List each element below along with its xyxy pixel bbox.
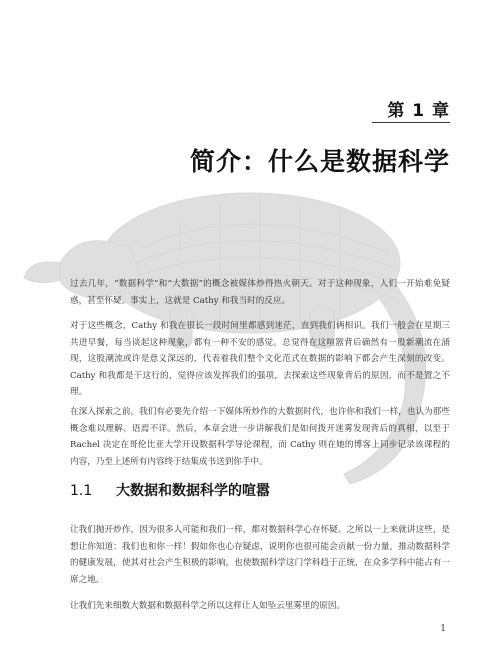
page-number: 1 (440, 624, 446, 634)
chapter-number: 第 1 章 (387, 101, 450, 121)
section-heading (70, 480, 270, 500)
paragraph-2: 对于这些概念，Cathy 和我在很长一段时间里都感到迷茫，直到我们俩相识。我们一般会在星期三共进早餐，每当谈起这种现象，都有一种不安的感觉。总觉得在这喧嚣背后确然有一股新潮流在涌现，这股潮流或许是意义深远的，代表着我们整个文化范式在数据的影响下都会产生深刻的改变。Cathy 和我都是干这行的，觉得应该发挥我们的强项，去探索这些现象背后的原因，而不是置之不理。 (70, 321, 450, 397)
chapter-title: 简介：什么是数据科学 (189, 147, 450, 176)
paragraph-4: 让我们抛开炒作，因为很多人可能和我们一样，都对数据科学心存怀疑。之所以一上来就讲这些，是想让你知道：我们也和你一样！假如你也心存疑虑，说明你也很可能会贡献一份力量，推动数据科学的健康发展，使其对社会产生积极的影响，也使数据科学这门学科趋于正统，在众多学科中能占有一席之地。 (70, 525, 450, 585)
chapter-divider (372, 122, 450, 123)
paragraph-1: 过去几年，“数据科学”和“大数据”的概念被媒体炒得热火朝天。对于这种现象，人们一开始难免疑惑，甚至怀疑。事实上，这就是 Cathy 和我当时的反应。 (70, 279, 450, 306)
paragraph-5: 让我们先来细数大数据和数据科学之所以这样让人如坠云里雾里的原因。 (70, 601, 346, 611)
paragraph-3: 在深入探索之前，我们有必要先介绍一下媒体所炒作的大数据时代，也许你和我们一样，也认为那些概念难以理解、语焉不详。然后，本章会进一步讲解我们是如何拨开迷雾发现背后的真相，以至于 Rachel 决定在哥伦比亚大学开设数据科学导论课程，而 Cathy 则在她的博客上同步记录该课程的内容，乃至上述所有内容终于结集成书送到你手中。 (70, 407, 450, 467)
section-number: 1.1 (70, 483, 93, 499)
section-title: 大数据和数据科学的喧嚣 (116, 483, 270, 499)
